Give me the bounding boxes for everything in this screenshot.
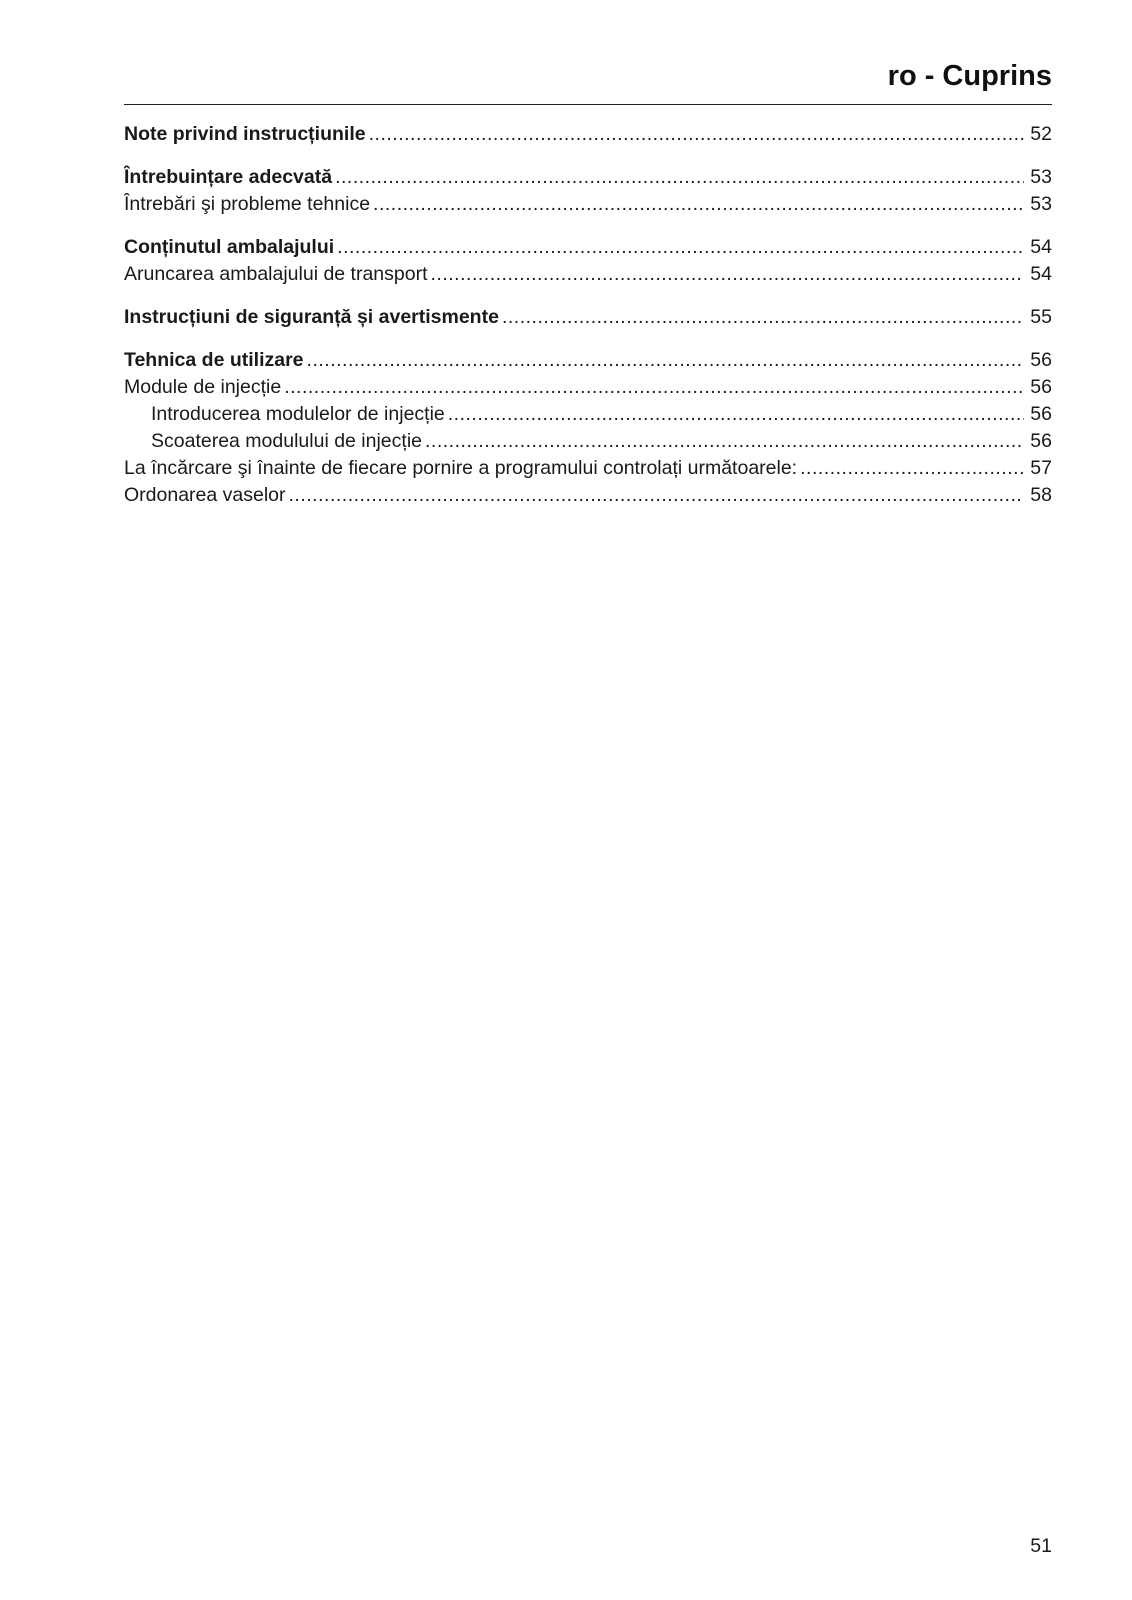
- toc-entry-page: 54: [1030, 263, 1052, 285]
- toc-leader-dots: [369, 121, 1024, 148]
- toc-entry[interactable]: [124, 482, 1052, 509]
- toc-leader-dots: [284, 374, 1024, 401]
- toc-entry-label: Introducerea modulelor de injecție: [151, 403, 445, 425]
- page-header: [124, 58, 1052, 105]
- toc-entry[interactable]: [124, 428, 1052, 455]
- toc-leader-dots: [800, 455, 1024, 482]
- toc-entry[interactable]: [124, 347, 1052, 374]
- toc-entry-page: 58: [1030, 484, 1052, 506]
- toc-leader-dots: [373, 191, 1024, 218]
- toc-entry-page: 56: [1030, 403, 1052, 425]
- toc-entry[interactable]: [124, 191, 1052, 218]
- toc-entry[interactable]: [124, 121, 1052, 148]
- toc-entry-page: 54: [1030, 236, 1052, 258]
- toc-leader-dots: [289, 482, 1024, 509]
- toc-entry-label: La încărcare şi înainte de fiecare pornire a programului controlați următoarele:: [124, 457, 798, 479]
- toc-entry[interactable]: [124, 455, 1052, 482]
- toc-leader-dots: [307, 347, 1024, 374]
- toc-leader-dots: [502, 304, 1024, 331]
- toc-entry-label: Scoaterea modulului de injecție: [151, 430, 423, 452]
- page-title: ro - Cuprins: [887, 60, 1052, 92]
- toc-entry-label: Note privind instrucțiunile: [124, 123, 366, 145]
- toc-entry-page: 56: [1030, 430, 1052, 452]
- toc-entry[interactable]: [124, 234, 1052, 261]
- toc-leader-dots: [337, 234, 1024, 261]
- toc-entry-page: 52: [1030, 123, 1052, 145]
- table-of-contents: [124, 121, 1052, 509]
- toc-entry-page: 53: [1030, 193, 1052, 215]
- toc-entry[interactable]: [124, 374, 1052, 401]
- toc-leader-dots: [448, 401, 1024, 428]
- toc-leader-dots: [425, 428, 1024, 455]
- toc-entry-page: 56: [1030, 349, 1052, 371]
- toc-entry-label: Întrebări şi probleme tehnice: [124, 193, 371, 215]
- toc-entry-page: 57: [1030, 457, 1052, 479]
- toc-entry-label: Instrucțiuni de siguranță și avertismente: [124, 306, 499, 328]
- toc-entry-page: 56: [1030, 376, 1052, 398]
- page-number: 51: [1030, 1535, 1052, 1557]
- toc-entry-page: 53: [1030, 166, 1052, 188]
- toc-entry[interactable]: [124, 261, 1052, 288]
- toc-leader-dots: [431, 261, 1024, 288]
- toc-entry-page: 55: [1030, 306, 1052, 328]
- toc-entry-label: Ordonarea vaselor: [124, 484, 286, 506]
- toc-entry-label: Conținutul ambalajului: [124, 236, 335, 258]
- toc-entry[interactable]: [124, 164, 1052, 191]
- toc-entry-label: Aruncarea ambalajului de transport: [124, 263, 428, 285]
- toc-entry-label: Întrebuințare adecvată: [124, 166, 333, 188]
- toc-entry-label: Module de injecție: [124, 376, 282, 398]
- toc-entry[interactable]: [124, 401, 1052, 428]
- toc-entry[interactable]: [124, 304, 1052, 331]
- toc-leader-dots: [335, 164, 1024, 191]
- toc-entry-label: Tehnica de utilizare: [124, 349, 304, 371]
